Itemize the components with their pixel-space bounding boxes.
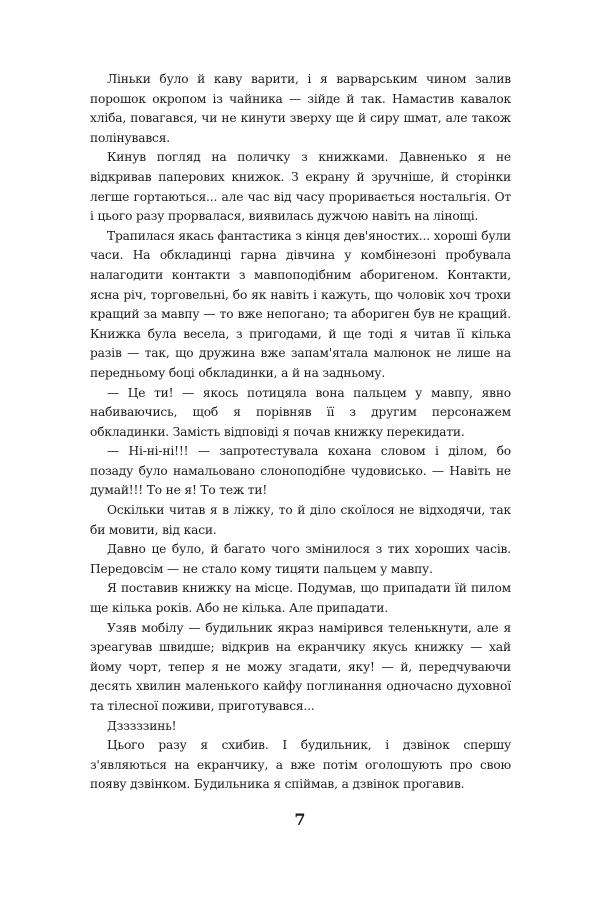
page-number: 7 xyxy=(294,810,306,829)
paragraph-8: Я поставив книжку на місце. Подумав, що припадати їй пилом ще кілька років. Або не кілька. Але припадати. xyxy=(90,581,511,616)
paragraph-3: Трапилася якась фантастика з кінця дев'яностих... хороші були часи. На обкладинці гарна дівчина у комбінезоні пробувала налагодити контакти з мавпоподібним аборигеном. Контакти, ясна річ, торговельні, бо як навіть і кажуть, що чоловік хоч трохи кращий за мавпу — то вже непогано; та абориген був не кращий. Книжка була весела, з пригодами, й ще тоді я читав її кілька разів — так, що дружина вже запам'ятала малюнок не лише на передньому боці обкладинки, а й на задньому. xyxy=(90,228,511,380)
paragraph-1: Ліньки було й каву варити, і я варварським чином залив порошок окропом із чайника — зійде й так. Намастив кавалок хліба, повагався, чи не кинути зверху ще й сиру шмат, але також полінувався. xyxy=(90,72,511,145)
paragraph-10: Дзззззинь! xyxy=(107,718,177,733)
paragraph-11: Цього разу я схибив. І будильник, і дзвінок спершу з'являються на екранчику, а вже потім оголошують про свою появу дзвінком. Будильника я спіймав, а дзвінок прогавив. xyxy=(90,738,511,792)
paragraph-5: — Ні-ні-ні!!! — запротестувала кохана словом і ділом, бо позаду було намальовано слоноподібне чудовисько. — Навіть не думай!!! То не я! То теж ти! xyxy=(90,444,511,498)
page-body xyxy=(90,70,511,795)
paragraph-7: Давно це було, й багато чого змінилося з тих хороших часів. Передовсім — не стало кому тицяти пальцем у мавпу. xyxy=(90,542,511,576)
paragraph-6: Оскільки читав я в ліжку, то й діло скоїлося не відходячи, так би мовити, від каси. xyxy=(90,503,511,537)
paragraph-2: Кинув погляд на поличку з книжками. Давненько я не відкривав паперових книжок. З екрану й зручніше, й сторінки легше гортаються... але час від часу проривається ностальгія. От і цього разу прорвалася, виявилась дужчою навіть на лінощі. xyxy=(90,150,511,224)
paragraph-4: — Це ти! — якось потицяла вона пальцем у мавпу, явно набиваючись, щоб я порівняв її з другим персонажем обкладинки. Замість відповіді я почав книжку перекидати. xyxy=(90,385,511,439)
paragraph-9: Узяв мобілу — будильник якраз намірився теленькнути, але я зреагував швидше; відкрив на екранчику якусь книжку — хай йому чорт, тепер я не можу згадати, яку! — й, передчуваючи десять хвилин маленького кайфу поглинання одночасно духовної та тілесної поживи, приготувався... xyxy=(90,620,511,713)
